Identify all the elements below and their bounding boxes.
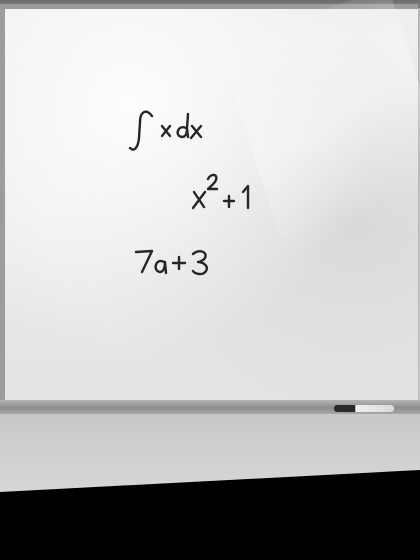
- letter-a: [156, 261, 166, 273]
- digit-one: [243, 186, 248, 208]
- letter-x: [191, 126, 201, 138]
- letter-d: [178, 114, 188, 137]
- integral-expression: [130, 112, 201, 150]
- digit-seven: [136, 251, 152, 272]
- linear-expression: [136, 251, 207, 274]
- letter-x: [162, 126, 170, 136]
- plus-sign: [173, 257, 185, 269]
- integral-sign: [130, 112, 152, 150]
- digit-three: [193, 251, 207, 274]
- letter-x: [193, 192, 205, 208]
- superscript-two: [208, 175, 217, 189]
- polynomial-expression: [193, 175, 248, 208]
- plus-sign: [224, 196, 234, 207]
